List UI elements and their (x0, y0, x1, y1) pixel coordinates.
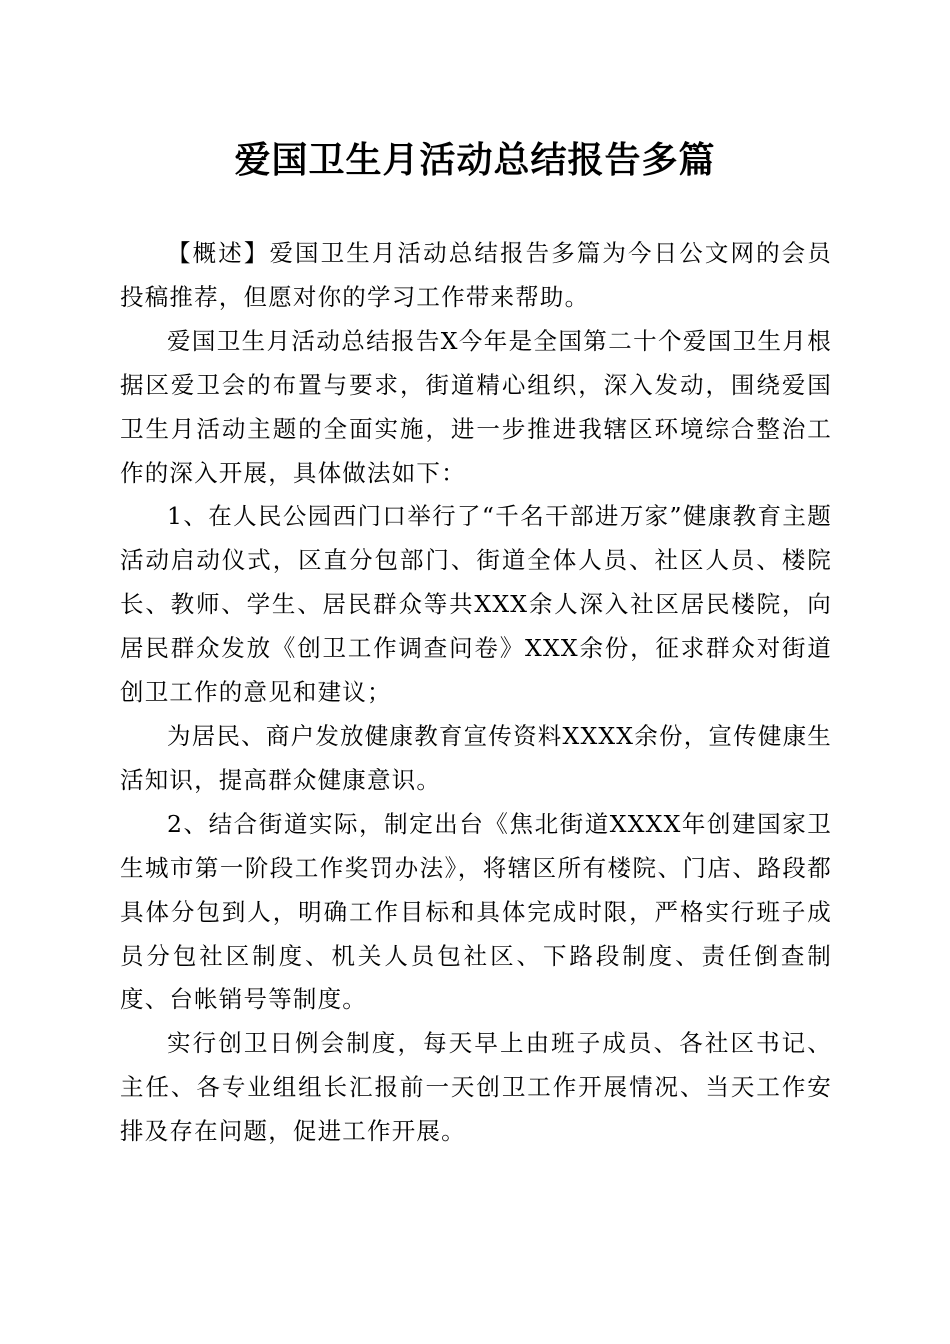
document-body (120, 232, 832, 1154)
paragraph-item-2-continued: 实行创卫日例会制度，每天早上由班子成员、各社区书记、主任、各专业组组长汇报前一天创卫工作开展情况、当天工作安排及存在问题，促进工作开展。 (120, 1029, 832, 1146)
paragraph-summary: 【概述】爱国卫生月活动总结报告多篇为今日公文网的会员投稿推荐，但愿对你的学习工作带来帮助。 (120, 239, 832, 311)
document-title: 爱国卫生月活动总结报告多篇 (234, 139, 716, 181)
paragraph-intro: 爱国卫生月活动总结报告X今年是全国第二十个爱国卫生月根据区爱卫会的布置与要求，街道精心组织，深入发动，围绕爱国卫生月活动主题的全面实施，进一步推进我辖区环境综合整治工作的深入开展，具体做法如下： (120, 326, 832, 487)
paragraph-item-1: 1、在人民公园西门口举行了“千名干部进万家”健康教育主题活动启动仪式，区直分包部门、街道全体人员、社区人员、楼院长、教师、学生、居民群众等共XXX余人深入社区居民楼院，向居民群众发放《创卫工作调查问卷》XXX余份，征求群众对街道创卫工作的意见和建议； (120, 502, 832, 707)
paragraph-item-1-continued: 为居民、商户发放健康教育宣传资料XXXX余份，宣传健康生活知识，提高群众健康意识。 (120, 721, 832, 794)
paragraph-item-2: 2、结合街道实际，制定出台《焦北街道XXXX年创建国家卫生城市第一阶段工作奖罚办法》，将辖区所有楼院、门店、路段都具体分包到人，明确工作目标和具体完成时限，严格实行班子成员分包社区制度、机关人员包社区、下路段制度、责任倒查制度、台帐销号等制度。 (120, 809, 832, 1014)
